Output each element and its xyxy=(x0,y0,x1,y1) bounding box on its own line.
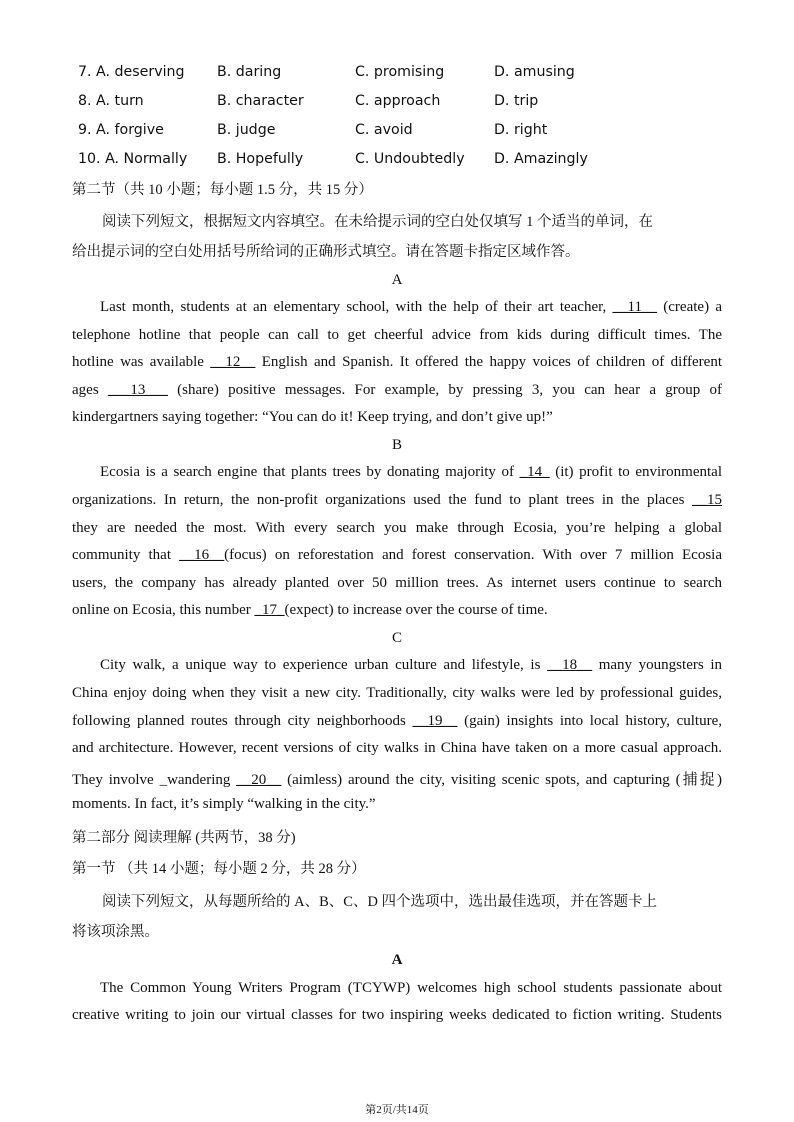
part2-title: 第二部分 阅读理解 (共两节，38 分) xyxy=(72,830,296,846)
option-c: C. approach xyxy=(355,93,441,109)
blank-16[interactable]: __16__ xyxy=(179,547,225,563)
option-row xyxy=(78,147,718,176)
reading-a-line: The Common Young Writers Program (TCYWP) welcomes high school students passionate about xyxy=(100,980,722,996)
passage-a-label: A xyxy=(391,272,403,288)
part2-instruction: 将该项涂黑。 xyxy=(72,924,159,940)
passage-c-label: C xyxy=(391,630,402,646)
blank-12[interactable]: __12__ xyxy=(210,354,256,370)
option-d: D. trip xyxy=(494,93,539,109)
passage-b-line: online on Ecosia, this number _17_(expect) to increase over the course of time. xyxy=(72,602,548,618)
passage-c-line: They involve _wandering __20__ (aimless) around the city, visiting scenic spots, and capturing (捕捉) xyxy=(72,772,723,788)
option-b: B. Hopefully xyxy=(217,151,304,167)
page-footer: 第2页/共14页 xyxy=(365,1104,429,1116)
part2-instruction: 阅读下列短文，从每题所给的 A、B、C、D 四个选项中，选出最佳选项，并在答题卡上 xyxy=(102,894,658,910)
blank-14[interactable]: _14_ xyxy=(519,464,550,480)
option-a: 9. A. forgive xyxy=(78,122,164,138)
passage-b-line: they are needed the most. With every search you make through Ecosia, you’re helping a global xyxy=(72,520,722,536)
section2-title: 第二节（共 10 小题；每小题 1.5 分，共 15 分） xyxy=(72,182,373,198)
passage-b-line: users, the company has already planted over 50 million trees. As internet users continue to search xyxy=(72,575,722,591)
blank-13[interactable]: ___13___ xyxy=(107,382,168,398)
section2-instruction: 阅读下列短文，根据短文内容填空。在未给提示词的空白处仅填写 1 个适当的单词，在 xyxy=(102,214,653,230)
part2-section1-title: 第一节 （共 14 小题；每小题 2 分，共 28 分） xyxy=(72,861,366,877)
passage-b-label: B xyxy=(391,437,402,453)
blank-18[interactable]: __18__ xyxy=(547,657,593,673)
passage-c-line: China enjoy doing when they visit a new city. Traditionally, city walks were led by professional guides, xyxy=(72,685,722,701)
option-b: B. daring xyxy=(217,64,282,80)
option-c: C. promising xyxy=(355,64,445,80)
passage-b-line: Ecosia is a search engine that plants trees by donating majority of _14_ (it) profit to environmental xyxy=(100,464,722,480)
options-table xyxy=(78,60,718,176)
passage-a-line: Last month, students at an elementary school, with the help of their art teacher, __11__ (create) a xyxy=(100,299,722,315)
passage-a-line: ages ___13___ (share) positive messages. For example, by pressing 3, you can hear a group of xyxy=(72,382,723,398)
passage-c-line: and architecture. However, recent versions of city walks in China have taken on a more casual approach. xyxy=(72,740,722,756)
option-a: 7. A. deserving xyxy=(78,64,185,80)
option-d: D. Amazingly xyxy=(494,151,588,167)
option-c: C. Undoubtedly xyxy=(355,151,465,167)
passage-c-line: moments. In fact, it’s simply “walking in the city.” xyxy=(72,796,376,812)
passage-b-line: organizations. In return, the non-profit organizations used the fund to plant trees in the places __15 xyxy=(72,492,722,508)
passage-a-line: hotline was available __12__ English and Spanish. It offered the happy voices of children of different xyxy=(72,354,723,370)
blank-11[interactable]: __11__ xyxy=(612,299,657,315)
option-row xyxy=(78,118,718,147)
option-d: D. amusing xyxy=(494,64,575,80)
section2-instruction: 给出提示词的空白处用括号所给词的正确形式填空。请在答题卡指定区域作答。 xyxy=(72,244,580,260)
option-c: C. avoid xyxy=(355,122,413,138)
blank-20[interactable]: __20__ xyxy=(236,772,282,788)
blank-15[interactable]: __15 xyxy=(692,492,722,508)
reading-a-line: creative writing to join our virtual classes for two inspiring weeks dedicated to fiction writing. Students xyxy=(72,1007,722,1023)
option-a: 8. A. turn xyxy=(78,93,144,109)
option-row xyxy=(78,60,718,89)
blank-19[interactable]: __19__ xyxy=(412,713,458,729)
option-b: B. character xyxy=(217,93,304,109)
passage-c-line: City walk, a unique way to experience urban culture and lifestyle, is __18__ many youngsters in xyxy=(100,657,722,673)
reading-a-label: A xyxy=(391,952,403,968)
passage-a-line: telephone hotline that people can call to get cheerful advice from kids during difficult times. The xyxy=(72,327,722,343)
option-d: D. right xyxy=(494,122,548,138)
passage-b-line: community that __16__(focus) on reforestation and forest conservation. With over 7 million Ecosia xyxy=(72,547,722,563)
passage-c-line: following planned routes through city neighborhoods __19__ (gain) insights into local history, culture, xyxy=(72,713,722,729)
option-a: 10. A. Normally xyxy=(78,151,188,167)
blank-17[interactable]: _17_ xyxy=(254,602,285,618)
option-row xyxy=(78,89,718,118)
option-b: B. judge xyxy=(217,122,276,138)
passage-a-line: kindergartners saying together: “You can do it! Keep trying, and don’t give up!” xyxy=(72,409,553,425)
